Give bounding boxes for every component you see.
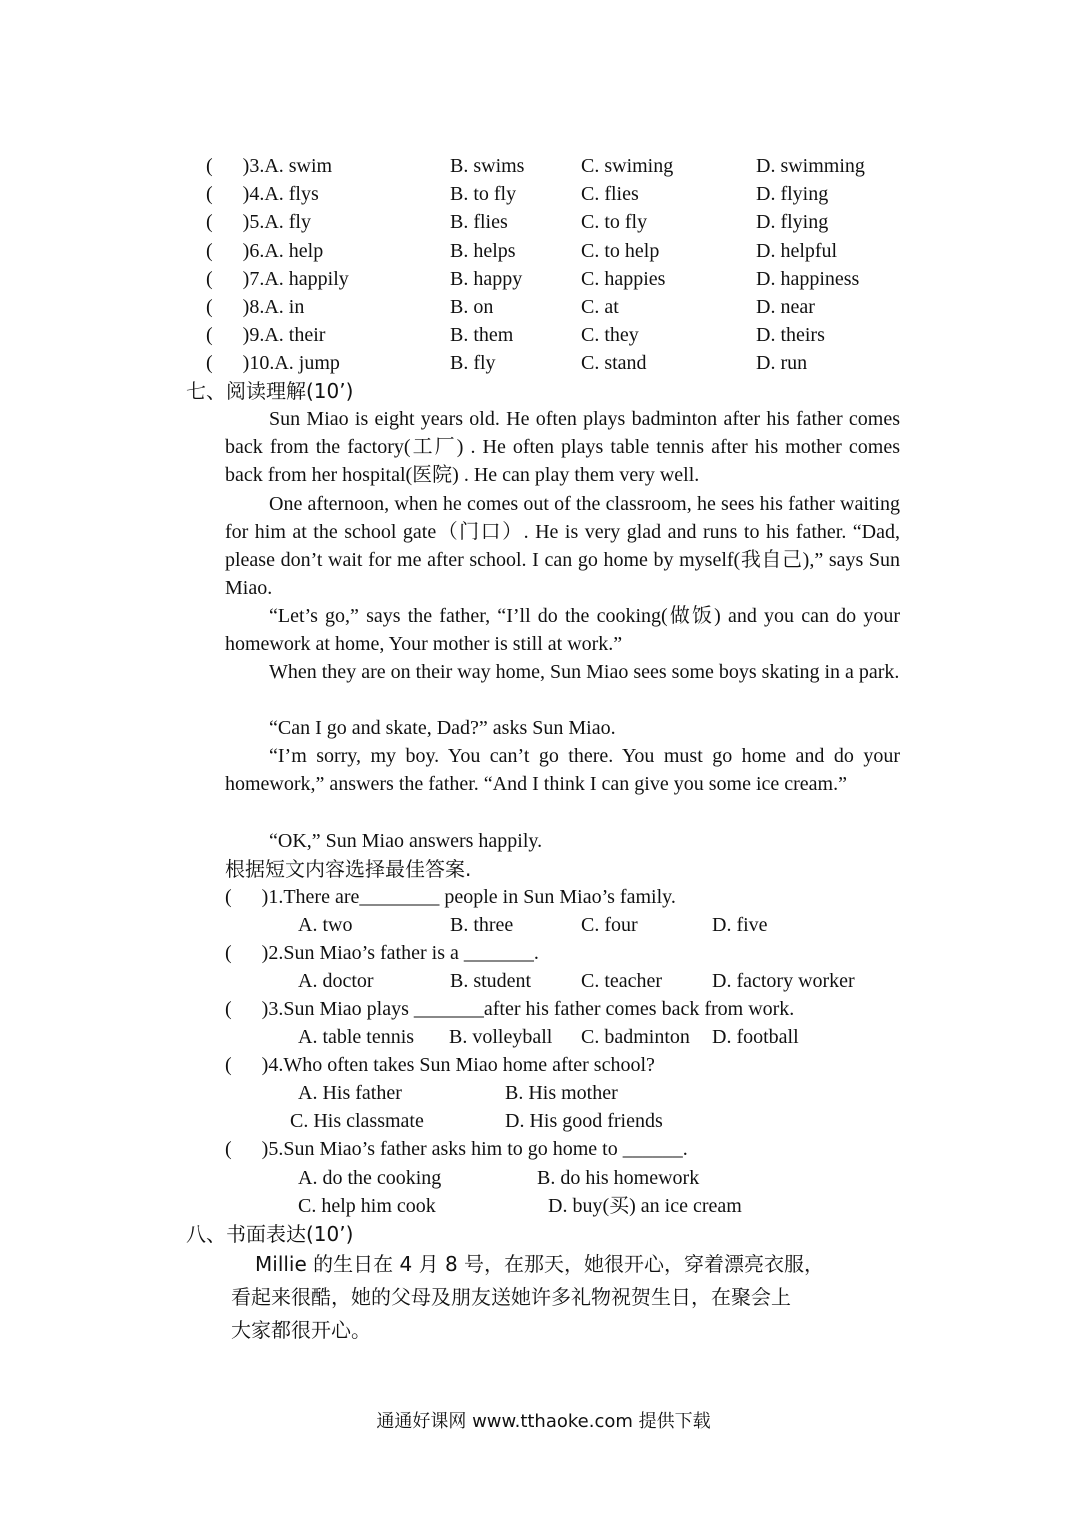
cloze-option-b: B. on [450, 296, 494, 318]
cloze-option-d: D. theirs [756, 324, 825, 347]
cloze-option-c: C. swiming [581, 155, 674, 177]
cloze-option-d: D. helpful [756, 239, 838, 262]
q3-option-b: B. volleyball [449, 1026, 553, 1048]
q3-option-c: C. badminton [581, 1026, 690, 1048]
cloze-option-d: D. near [756, 296, 815, 318]
q2-option-c: C. teacher [581, 970, 663, 992]
cloze-option-a: ( )6.A. help [206, 239, 324, 262]
cloze-option-d: D. happiness [756, 267, 860, 290]
cloze-option-a: ( )9.A. their [206, 324, 326, 347]
cloze-option-d: D. flying [756, 183, 829, 206]
q1-option-d: D. five [712, 914, 768, 936]
cloze-option-b: B. fly [450, 352, 496, 375]
passage-paragraph-6: “I’m sorry, my boy. You can’t go there. You must go home and do your homework,” answers the father. “And I think I can give you some ice cream.” [225, 745, 900, 796]
question-4: ( )4.Who often takes Sun Miao home after school? [225, 1054, 655, 1076]
cloze-option-d: D. run [756, 352, 808, 375]
passage-paragraph-4: When they are on their way home, Sun Miao sees some boys skating in a park. [269, 661, 900, 683]
cloze-option-c: C. stand [581, 352, 647, 375]
question-3: ( )3.Sun Miao plays _______after his father comes back from work. [225, 998, 795, 1020]
cloze-option-c: C. they [581, 324, 639, 347]
q2-option-a: A. doctor [298, 970, 374, 992]
q3-option-a: A. table tennis [298, 1026, 415, 1048]
cloze-option-a: ( )7.A. happily [206, 267, 349, 290]
cloze-option-b: B. helps [450, 239, 516, 262]
cloze-option-b: B. swims [450, 155, 525, 177]
cloze-option-a: ( )4.A. flys [206, 183, 319, 206]
question-5: ( )5.Sun Miao’s father asks him to go home to ______. [225, 1138, 688, 1160]
section-8-heading: 八、书面表达(10’) [186, 1222, 354, 1246]
cloze-option-c: C. to fly [581, 211, 648, 234]
cloze-option-a: ( )5.A. fly [206, 211, 311, 234]
q5-option-d: D. buy(买) an ice cream [548, 1195, 742, 1217]
section-7-heading: 七、阅读理解(10’) [186, 379, 354, 403]
cloze-option-d: D. flying [756, 211, 829, 234]
q5-option-c: C. help him cook [298, 1195, 436, 1217]
q4-option-c: C. His classmate [290, 1110, 424, 1132]
cloze-option-b: B. them [450, 324, 514, 347]
cloze-option-a: ( )3.A. swim [206, 155, 333, 177]
q5-option-b: B. do his homework [537, 1167, 700, 1189]
question-1: ( )1.There are________ people in Sun Miao’s family. [225, 886, 676, 908]
cloze-option-c: C. to help [581, 239, 660, 262]
q5-option-a: A. do the cooking [298, 1167, 442, 1189]
passage-paragraph-7: “OK,” Sun Miao answers happily. [269, 830, 543, 852]
q1-option-c: C. four [581, 914, 638, 936]
q4-option-b: B. His mother [505, 1082, 618, 1104]
cloze-option-a: ( )10.A. jump [206, 352, 340, 375]
passage-paragraph-2: One afternoon, when he comes out of the classroom, he sees his father waiting for him at the school gate（门口）. He is very glad and runs to his father. “Dad, please don’t wait for me after school. I can go home by myself(我自己),” says Sun Miao. [225, 493, 900, 600]
q1-option-b: B. three [450, 914, 514, 936]
writing-prompt-line-1: Millie 的生日在 4 月 8 号，在那天，她很开心，穿着漂亮衣服， [255, 1252, 825, 1276]
passage-paragraph-5: “Can I go and skate, Dad?” asks Sun Miao. [269, 717, 616, 739]
page-footer: 通通好课网 www.tthaoke.com 提供下载 [376, 1411, 711, 1432]
writing-prompt-line-2: 看起来很酷，她的父母及朋友送她许多礼物祝贺生日，在聚会上 [231, 1285, 791, 1309]
passage-paragraph-3: “Let’s go,” says the father, “I’ll do the cooking(做饭) and you can do your homework at home, Your mother is still at work.” [225, 605, 900, 656]
writing-prompt-line-3: 大家都很开心。 [231, 1318, 371, 1342]
q4-option-a: A. His father [298, 1082, 402, 1104]
q2-option-b: B. student [450, 970, 532, 992]
cloze-option-b: B. happy [450, 267, 523, 290]
cloze-option-a: ( )8.A. in [206, 296, 305, 318]
q2-option-d: D. factory worker [712, 970, 855, 992]
cloze-option-b: B. to fly [450, 183, 517, 206]
q1-option-a: A. two [298, 914, 353, 936]
cloze-option-c: C. happies [581, 267, 666, 290]
q3-option-d: D. football [712, 1026, 799, 1048]
cloze-option-c: C. flies [581, 183, 639, 206]
q4-option-d: D. His good friends [505, 1110, 663, 1132]
reading-instruction: 根据短文内容选择最佳答案. [225, 857, 472, 881]
passage-paragraph-1: Sun Miao is eight years old. He often plays badminton after his father comes back from the factory(工厂) . He often plays table tennis after his mother comes back from her hospital(医院) . He can play them very well. [225, 408, 900, 487]
question-2: ( )2.Sun Miao’s father is a _______. [225, 942, 539, 964]
cloze-option-d: D. swimming [756, 155, 865, 177]
cloze-option-b: B. flies [450, 211, 508, 234]
cloze-option-c: C. at [581, 296, 619, 318]
